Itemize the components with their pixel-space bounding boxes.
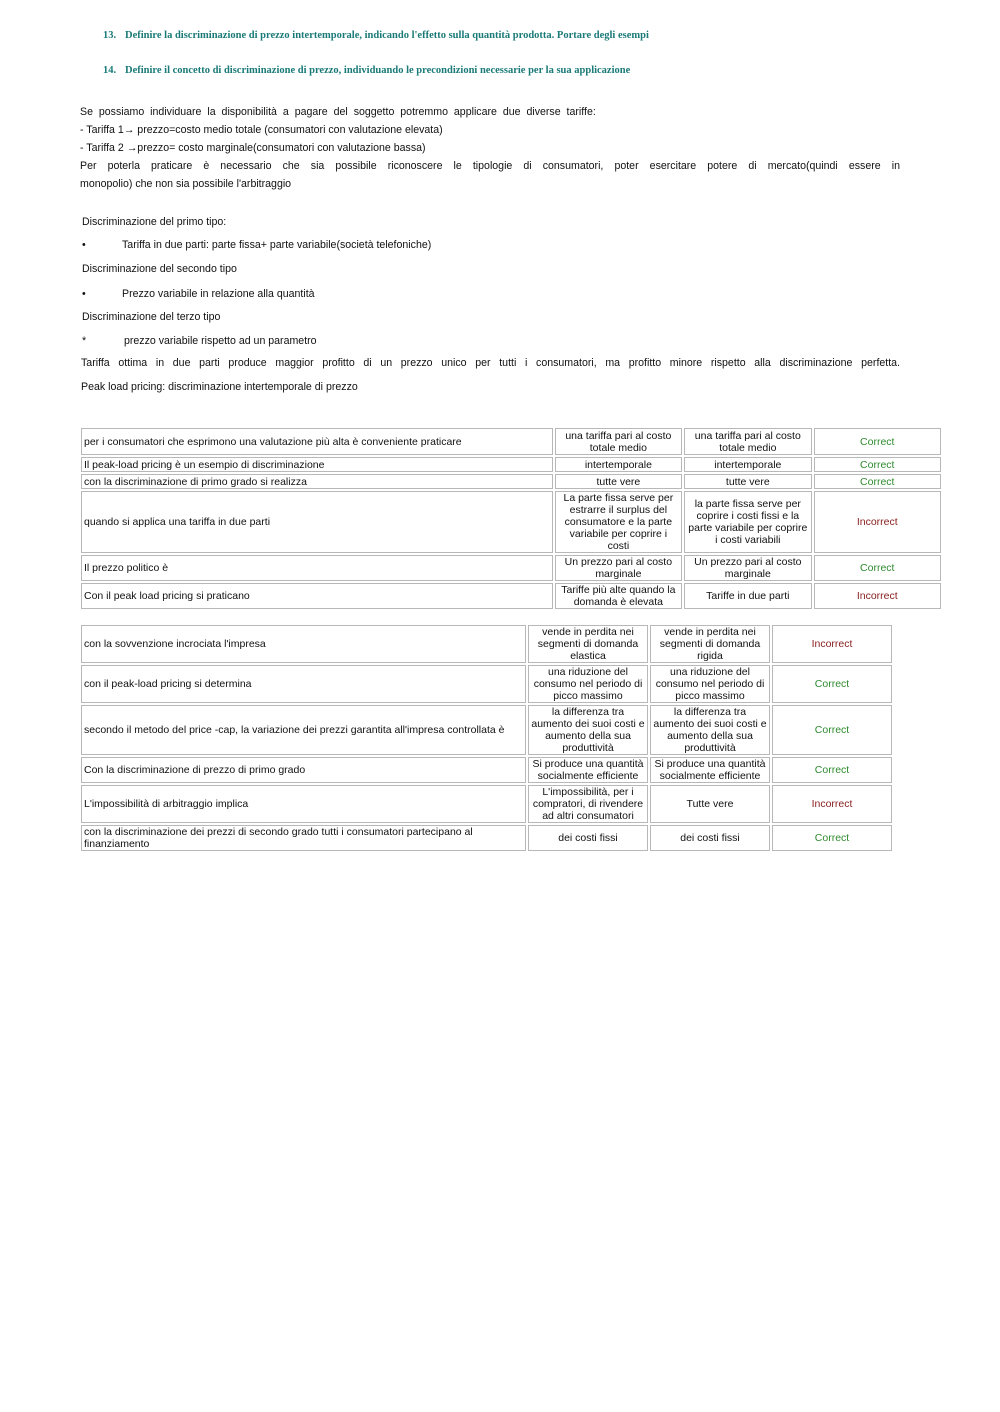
correct-answer-cell: la differenza tra aumento dei suoi costi e aumento della sua produttività xyxy=(650,705,770,755)
correct-answer-cell: Si produce una quantità socialmente efficiente xyxy=(650,757,770,783)
correct-answer-cell: Tutte vere xyxy=(650,785,770,823)
answer-cell: Un prezzo pari al costo marginale xyxy=(555,555,682,581)
correct-answer-cell: vende in perdita nei segmenti di domanda rigida xyxy=(650,625,770,663)
table-row xyxy=(81,583,941,609)
question-text: Definire il concetto di discriminazione di prezzo, individuando le precondizioni necessarie per la sua applicazione xyxy=(125,65,631,76)
answer-cell: la differenza tra aumento dei suoi costi e aumento della sua produttività xyxy=(528,705,648,755)
table-row xyxy=(81,665,892,703)
question-cell: con la discriminazione dei prezzi di secondo grado tutti i consumatori partecipano al finanziamento xyxy=(81,825,526,851)
correct-answer-cell: intertemporale xyxy=(684,457,811,472)
result-cell: Correct xyxy=(814,474,941,489)
question-14 xyxy=(103,65,630,76)
result-cell: Incorrect xyxy=(772,785,892,823)
answer-cell: dei costi fissi xyxy=(528,825,648,851)
question-cell: Con il peak load pricing si praticano xyxy=(81,583,553,609)
first-type-bullet xyxy=(82,239,432,251)
table-row xyxy=(81,474,941,489)
result-cell: Incorrect xyxy=(814,491,941,553)
answer-cell: una riduzione del consumo nel periodo di picco massimo xyxy=(528,665,648,703)
table-row xyxy=(81,757,892,783)
bullet-icon: • xyxy=(82,239,86,251)
question-number: 14. xyxy=(103,65,117,76)
correct-answer-cell: Tariffe in due parti xyxy=(684,583,811,609)
first-type-title: Discriminazione del primo tipo: xyxy=(82,216,227,228)
answer-cell: La parte fissa serve per estrarre il surplus del consumatore e la parte variabile per coprire i costi xyxy=(555,491,682,553)
result-cell: Correct xyxy=(772,665,892,703)
correct-answer-cell: una tariffa pari al costo totale medio xyxy=(684,428,811,455)
question-cell: secondo il metodo del price -cap, la variazione dei prezzi garantita all'impresa controllata è xyxy=(81,705,526,755)
question-cell: L'impossibilità di arbitraggio implica xyxy=(81,785,526,823)
result-cell: Incorrect xyxy=(814,583,941,609)
intro-line: - Tariffa 1→ prezzo=costo medio totale (consumatori con valutazione elevata) xyxy=(80,124,443,136)
result-cell: Correct xyxy=(814,428,941,455)
table-row xyxy=(81,825,892,851)
result-cell: Correct xyxy=(814,555,941,581)
result-cell: Correct xyxy=(772,825,892,851)
result-cell: Correct xyxy=(814,457,941,472)
question-cell: per i consumatori che esprimono una valutazione più alta è conveniente praticare xyxy=(81,428,553,455)
table-row xyxy=(81,457,941,472)
result-cell: Correct xyxy=(772,757,892,783)
answer-cell: vende in perdita nei segmenti di domanda elastica xyxy=(528,625,648,663)
third-type-title: Discriminazione del terzo tipo xyxy=(82,311,221,323)
intro-line: Per poterla praticare è necessario che sia possibile riconoscere le tipologie di consumatori, poter esercitare potere di mercato(quindi essere in xyxy=(80,160,900,172)
answer-cell: intertemporale xyxy=(555,457,682,472)
quiz-table-1 xyxy=(79,426,943,611)
correct-answer-cell: una riduzione del consumo nel periodo di picco massimo xyxy=(650,665,770,703)
second-type-title: Discriminazione del secondo tipo xyxy=(82,263,237,275)
bullet-icon: • xyxy=(82,288,86,300)
intro-paragraph xyxy=(80,103,900,193)
tariff-note: Tariffa ottima in due parti produce maggior profitto di un prezzo unico per tutti i consumatori, ma profitto minore rispetto alla discriminazione perfetta. xyxy=(81,357,900,369)
bullet-icon: * xyxy=(82,335,87,347)
correct-answer-cell: la parte fissa serve per coprire i costi fissi e la parte variabile per coprire i costi variabili xyxy=(684,491,811,553)
answer-cell: L'impossibilità, per i compratori, di rivendere ad altri consumatori xyxy=(528,785,648,823)
table-row xyxy=(81,428,941,455)
correct-answer-cell: Un prezzo pari al costo marginale xyxy=(684,555,811,581)
question-cell: quando si applica una tariffa in due parti xyxy=(81,491,553,553)
table-row xyxy=(81,625,892,663)
table-row xyxy=(81,705,892,755)
question-cell: con la discriminazione di primo grado si realizza xyxy=(81,474,553,489)
question-cell: con la sovvenzione incrociata l'impresa xyxy=(81,625,526,663)
table-row xyxy=(81,785,892,823)
table-row xyxy=(81,555,941,581)
bullet-text: Prezzo variabile in relazione alla quantità xyxy=(122,288,315,300)
answer-cell: tutte vere xyxy=(555,474,682,489)
table-row xyxy=(81,491,941,553)
bullet-text: Tariffa in due parti: parte fissa+ parte variabile(società telefoniche) xyxy=(122,239,432,251)
question-number: 13. xyxy=(103,30,117,41)
peak-note: Peak load pricing: discriminazione intertemporale di prezzo xyxy=(81,381,358,393)
question-13 xyxy=(103,30,649,41)
correct-answer-cell: tutte vere xyxy=(684,474,811,489)
question-text: Definire la discriminazione di prezzo intertemporale, indicando l'effetto sulla quantità prodotta. Portare degli esempi xyxy=(125,30,649,41)
question-cell: Il prezzo politico è xyxy=(81,555,553,581)
question-cell: Con la discriminazione di prezzo di primo grado xyxy=(81,757,526,783)
result-cell: Correct xyxy=(772,705,892,755)
intro-line: monopolio) che non sia possibile l'arbitraggio xyxy=(80,178,292,190)
bullet-text: prezzo variabile rispetto ad un parametro xyxy=(124,335,317,347)
result-cell: Incorrect xyxy=(772,625,892,663)
answer-cell: Tariffe più alte quando la domanda è elevata xyxy=(555,583,682,609)
answer-cell: Si produce una quantità socialmente efficiente xyxy=(528,757,648,783)
correct-answer-cell: dei costi fissi xyxy=(650,825,770,851)
intro-line: Se possiamo individuare la disponibilità a pagare del soggetto potremmo applicare due diverse tariffe: xyxy=(80,106,596,118)
third-type-bullet xyxy=(82,335,317,347)
question-cell: con il peak-load pricing si determina xyxy=(81,665,526,703)
intro-line: - Tariffa 2 →prezzo= costo marginale(consumatori con valutazione bassa) xyxy=(80,142,426,154)
question-cell: Il peak-load pricing è un esempio di discriminazione xyxy=(81,457,553,472)
second-type-bullet xyxy=(82,288,315,300)
quiz-table-2 xyxy=(79,623,894,853)
answer-cell: una tariffa pari al costo totale medio xyxy=(555,428,682,455)
